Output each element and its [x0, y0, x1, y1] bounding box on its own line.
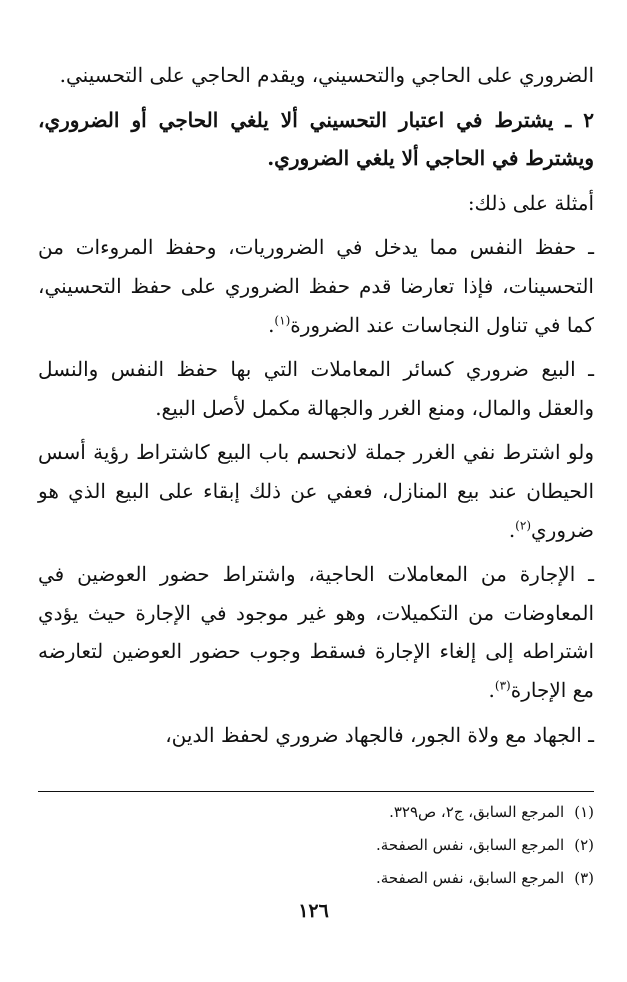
footnote-divider	[38, 791, 594, 792]
footnote-ref-1[interactable]: (١)	[274, 312, 291, 327]
footnote-3	[38, 862, 594, 895]
page-body	[38, 56, 594, 887]
paragraph-lease: ـ الإجارة من المعاملات الحاجية، واشتراط حضور العوضين في المعاوضات من التكميلات، وهو غير موجود في الإجارة حيث يؤدي اشتراطه إلى إلغاء الإجارة فسقط وجوب حضور العوضين لتعارضه مع الإجارة$^{(٣)}$.	[38, 562, 594, 702]
footnote-text: المرجع السابق، نفس الصفحة.	[376, 836, 565, 854]
footnotes	[38, 796, 594, 895]
footnote-number: (٢)	[574, 836, 594, 854]
footnote-text: المرجع السابق، نفس الصفحة.	[376, 869, 565, 887]
page-number: ١٢٦	[298, 900, 329, 922]
footnote-number: (٣)	[574, 869, 594, 887]
paragraph-self-preservation: ـ حفظ النفس مما يدخل في الضروريات، وحفظ المروءات من التحسينات، فإذا تعارضا قدم حفظ الضروري على حفظ التحسيني، كما في تناول النجاسات عند الضرورة$^{(١)}$.	[38, 235, 594, 337]
paragraph-examples-heading: أمثلة على ذلك:	[467, 190, 594, 215]
paragraph-2-rule: ٢ ـ يشترط في اعتبار التحسيني ألا يلغي الحاجي أو الضروري، ويشترط في الحاجي ألا يلغي الضروري.	[38, 107, 594, 171]
footnote-1	[38, 796, 594, 829]
footnote-text: المرجع السابق، ج٢، ص٣٢٩.	[389, 803, 565, 821]
footnote-ref-2[interactable]: (٢)	[515, 517, 531, 532]
footnote-2	[38, 829, 594, 862]
paragraph-sale: ـ البيع ضروري كسائر المعاملات التي بها حفظ النفس والنسل والعقل والمال، ومنع الغرر والجهالة مكمل لأصل البيع.	[38, 357, 594, 420]
footnote-ref-3[interactable]: (٣)	[494, 678, 511, 693]
paragraph-jihad: ـ الجهاد مع ولاة الجور، فالجهاد ضروري لحفظ الدين،	[165, 722, 594, 747]
paragraph-1: الضروري على الحاجي والتحسيني، ويقدم الحاجي على التحسيني.	[59, 63, 594, 87]
paragraph-uncertainty: ولو اشترط نفي الغرر جملة لانحسم باب البيع كاشتراط رؤية أسس الحيطان عند بيع المنازل، فعفي عن ذلك إبقاء على البيع الذي هو ضروري$^{(٢)}$.	[38, 440, 594, 542]
footnote-number: (١)	[574, 803, 594, 821]
